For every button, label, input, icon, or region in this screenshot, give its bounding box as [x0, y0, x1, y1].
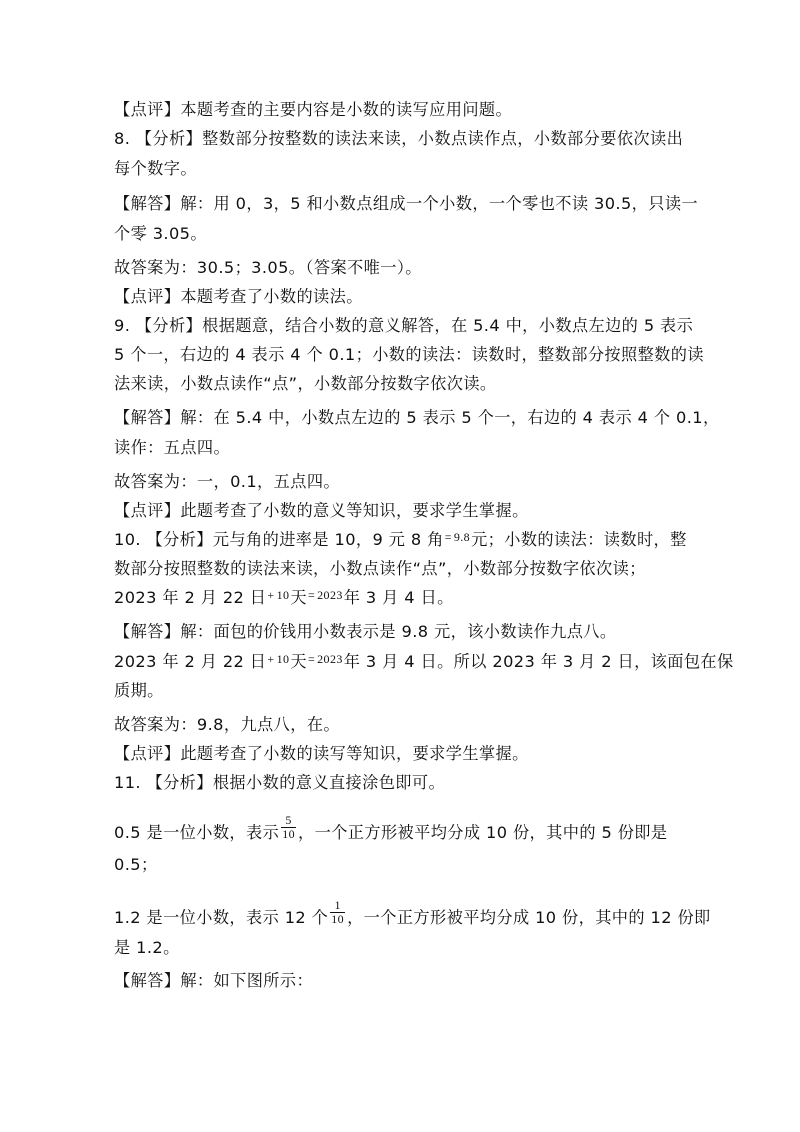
- text-line: 故答案为：9.8，九点八，在。: [114, 715, 340, 734]
- fraction: $\frac{1}{10}$: [331, 898, 345, 926]
- text-line: 【解答】解：如下图所示：: [114, 971, 314, 990]
- text-line: 【点评】此题考查了小数的意义等知识，要求学生掌握。: [114, 501, 529, 520]
- text-line: 8. 【分析】整数部分按整数的读法来读，小数点读作点，小数部分要依次读出: [114, 129, 684, 148]
- text-line: 【点评】本题考查了小数的读法。: [114, 287, 363, 306]
- text-line-10e: 2023 年 2 月 22 日+ $^{10}$天= $^{2023}$年 3 月 4 日。所以 2023 年 3 月 2 日，该面包在保: [114, 652, 734, 671]
- fraction: $\frac{5}{10}$: [282, 813, 296, 841]
- text-line: 质期。: [114, 681, 164, 700]
- text-line: 【解答】解：用 0，3，5 和小数点组成一个小数，一个零也不读 30.5，只读一: [114, 194, 698, 213]
- text-line: 是 1.2。: [114, 938, 180, 957]
- text-line: 法来读，小数点读作“点”，小数部分按数字依次读。: [114, 374, 497, 393]
- text-line: 数部分按照整数的读法来读，小数点读作“点”，小数部分按数字依次读；: [114, 559, 646, 578]
- text-line: 故答案为：30.5；3.05。（答案不唯一）。: [114, 258, 422, 277]
- text-line: 9. 【分析】根据题意，结合小数的意义解答，在 5.4 中，小数点左边的 5 表示: [114, 316, 694, 335]
- text-line-10a: 10. 【分析】元与角的进率是 10，9 元 8 角= $^{9.8}$元；小数的读法：读数时，整: [114, 530, 687, 549]
- text-line: 故答案为：一，0.1，五点四。: [114, 472, 340, 491]
- text-line: 11. 【分析】根据小数的意义直接涂色即可。: [114, 773, 446, 792]
- text-line: 0.5；: [114, 855, 158, 874]
- text-line: 【点评】此题考查了小数的读写等知识，要求学生掌握。: [114, 744, 529, 763]
- text-line: 【点评】本题考查的主要内容是小数的读写应用问题。: [114, 100, 513, 119]
- text-line: 【解答】解：在 5.4 中，小数点左边的 5 表示 5 个一，右边的 4 表示 4 个 0.1，: [114, 408, 720, 427]
- text-line: 5 个一，右边的 4 表示 4 个 0.1；小数的读法：读数时，整数部分按照整数的读: [114, 345, 704, 364]
- text-line-10c: 2023 年 2 月 22 日+ $^{10}$天= $^{2023}$年 3 月 4 日。: [114, 588, 454, 607]
- text-line: 读作：五点四。: [114, 438, 231, 457]
- text-line-11b: 0.5 是一位小数，表示 $\frac{5}{10}$ ，一个正方形被平均分成 10 份，其中的 5 份即是: [114, 813, 668, 842]
- text-line-11d: 1.2 是一位小数，表示 12 个 $\frac{1}{10}$ ，一个正方形被平均分成 10 份，其中的 12 份即: [114, 898, 711, 927]
- text-line: 个零 3.05。: [114, 224, 207, 243]
- text-line: 【解答】解：面包的价钱用小数表示是 9.8 元，该小数读作九点八。: [114, 622, 617, 641]
- text-line: 每个数字。: [114, 159, 197, 178]
